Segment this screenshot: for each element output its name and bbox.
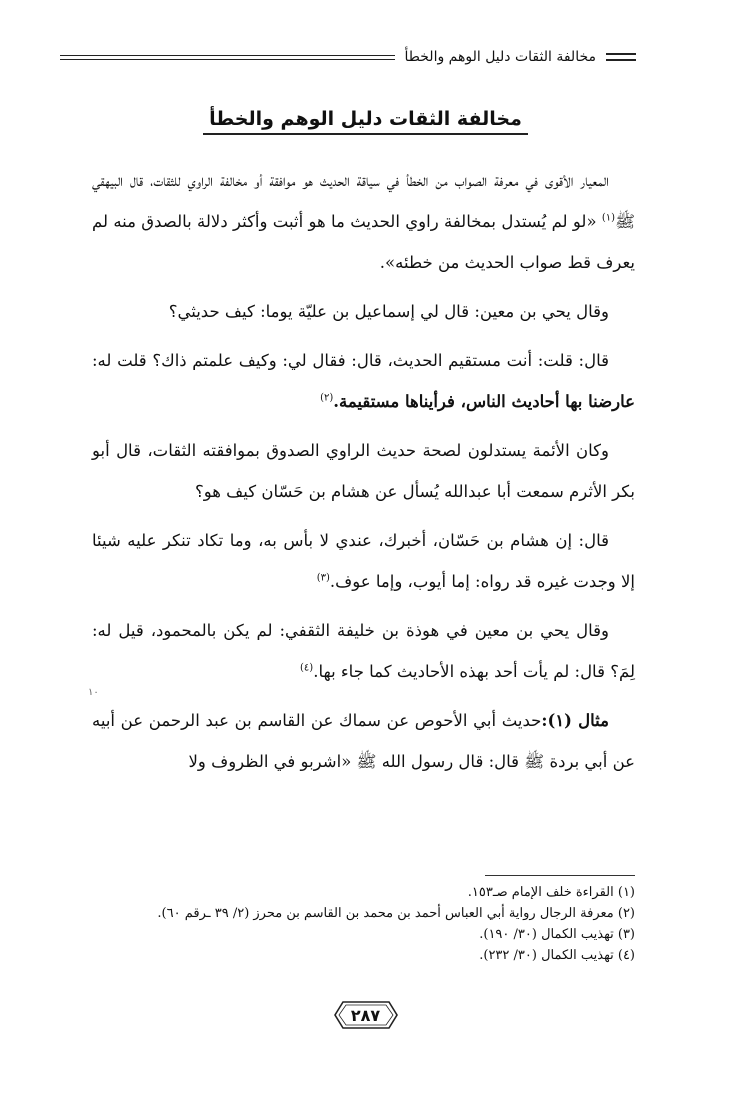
page-number-area <box>0 1000 731 1030</box>
paragraph-1 <box>92 160 635 283</box>
running-header-title: مخالفة الثقات دليل الوهم والخطأ <box>404 49 596 65</box>
paragraph-6-text: وقال يحي بن معين في هوذة بن خليفة الثقفي: لم يكن بالمحمود، قيل له: لِمَ؟ قال: لم يأت أحد بهذه الأحاديث كما جاء بها. <box>92 621 635 681</box>
body-text <box>92 160 635 790</box>
header-rule <box>60 55 395 60</box>
paragraph-7 <box>92 700 635 782</box>
page-number-badge <box>333 1000 399 1030</box>
paragraph-7-text-c: «اشربو في الظروف ولا <box>188 752 357 771</box>
paragraph-7-text-b: قال: قال رسول الله <box>376 752 525 771</box>
page-number: ٢٨٧ <box>350 1005 381 1025</box>
paragraph-3 <box>92 340 635 422</box>
honorific-symbol: ﷺ <box>356 752 377 771</box>
footnote-2: (٢) معرفة الرجال رواية أبي العباس أحمد بن محمد بن القاسم بن محرز (٢/ ٣٩ ـرقم ٦٠). <box>157 906 635 921</box>
section-title <box>0 108 731 135</box>
honorific-symbol: ﷺ <box>524 752 545 771</box>
paragraph-2: وقال يحي بن معين: قال لي إسماعيل بن عليّة يوما: كيف حديثي؟ <box>168 302 609 321</box>
footnote-divider <box>485 875 635 876</box>
header-ornament <box>606 53 636 61</box>
paragraph-1-text-b: «لو لم يُستدل بمخالفة راوي الحديث ما هو أثبت وأكثر دلالة بالصدق منه لم يعرف قط صواب الحديث من خطئه». <box>92 212 635 272</box>
paragraph-7-text-a: حديث أبي الأحوص عن سماك عن القاسم بن عبد الرحمن عن أبيه عن أبي بردة <box>92 711 635 771</box>
footnote-ref-4[interactable]: (٤) <box>300 662 314 674</box>
paragraph-6 <box>92 610 635 692</box>
paragraph-3-text: قال: قلت: أنت مستقيم الحديث، قال: فقال لي: وكيف علمتم ذاك؟ قلت له: <box>92 351 609 370</box>
footnotes <box>92 882 635 966</box>
paragraph-5-text: قال: إن هشام بن حَسّان، أخبرك، عندي لا بأس به، وما تكاد تنكر عليه شيئا إلا وجدت غيره قد رواه: إما أيوب، وإما عوف. <box>92 531 635 591</box>
footnote-1: (١) القراءة خلف الإمام صـ١٥٣. <box>467 885 635 900</box>
honorific-symbol: ﷺ <box>615 212 635 231</box>
paragraph-3-bold: عارضنا بها أحاديث الناس، فرأيناها مستقيمة. <box>333 392 635 411</box>
running-header <box>60 40 636 74</box>
footnote-3: (٣) تهذيب الكمال (٣٠/ ١٩٠). <box>479 927 635 942</box>
footnote-ref-2[interactable]: (٢) <box>320 392 334 404</box>
paragraph-4: وكان الأئمة يستدلون لصحة حديث الراوي الصدوق بموافقته الثقات، قال أبو بكر الأثرم سمعت أبا عبدالله يُسأل عن هشام بن حَسّان كيف هو؟ <box>92 441 635 501</box>
paragraph-1-text-a: المعيار الأقوى في معرفة الصواب من الخطأ في سياقة الحديث هو موافقة أو مخالفة الراوي للثقات، قال البيهقي <box>92 171 609 190</box>
example-label: مثال (١): <box>541 711 609 730</box>
footnote-ref-3[interactable]: (٣) <box>316 572 330 584</box>
footnote-4: (٤) تهذيب الكمال (٣٠/ ٢٣٢). <box>479 948 635 963</box>
margin-line-marker: ١٠ <box>88 687 99 698</box>
paragraph-5 <box>92 520 635 602</box>
footnote-ref-1[interactable]: (١) <box>601 212 616 224</box>
section-title-text: مخالفة الثقات دليل الوهم والخطأ <box>203 108 528 135</box>
